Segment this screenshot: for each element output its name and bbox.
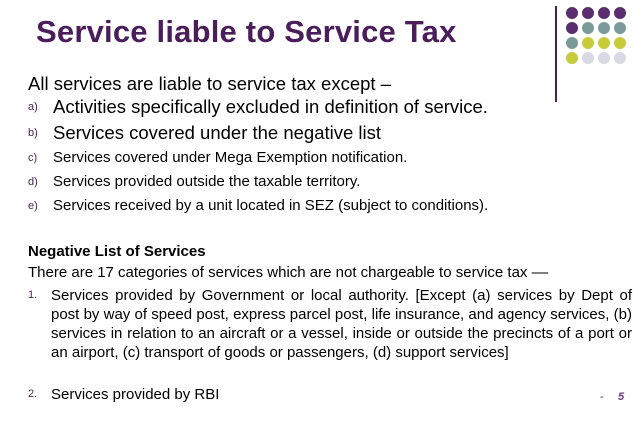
list-marker: 2. — [28, 388, 38, 400]
list-marker: d) — [28, 176, 38, 188]
negative-list-intro: There are 17 categories of services which are not chargeable to service tax –– — [28, 264, 549, 281]
list-marker: e) — [28, 200, 38, 212]
dot — [582, 22, 594, 34]
dot — [582, 52, 594, 64]
list-item-text: Services provided by RBI — [51, 386, 220, 403]
negative-list-heading: Negative List of Services — [28, 243, 206, 260]
dot — [614, 37, 626, 49]
dot — [614, 22, 626, 34]
list-marker: 1. — [28, 289, 38, 301]
list-marker: b) — [28, 127, 38, 139]
footer-dash: - — [600, 391, 604, 403]
title-divider-line — [555, 6, 557, 102]
dot — [582, 7, 594, 19]
intro-text: All services are liable to service tax except – — [28, 73, 391, 94]
dot — [614, 52, 626, 64]
dot — [566, 52, 578, 64]
dot — [582, 37, 594, 49]
page-number: 5 — [618, 391, 625, 403]
dot — [598, 7, 610, 19]
negative-list-item-1 — [28, 286, 632, 362]
list-item-text: Services provided outside the taxable territory. — [53, 173, 361, 190]
dot — [566, 37, 578, 49]
list-item-text: Services received by a unit located in SEZ (subject to conditions). — [53, 197, 489, 214]
dot — [566, 22, 578, 34]
negative-list-item-2 — [28, 385, 632, 404]
dot — [598, 22, 610, 34]
dot — [566, 7, 578, 19]
list-item-text: Activities specifically excluded in definition of service. — [53, 96, 488, 117]
decorative-dot-grid — [566, 7, 627, 64]
list-marker: a) — [28, 101, 38, 113]
dot — [598, 37, 610, 49]
list-item-text: Services provided by Government or local authority. [Except (a) services by Dept of post by way of speed post, express parcel post, life insurance, and agency services, (b) services in relation to an aircraft or a vessel, inside or outside the precincts of a port or an airport, (c) transport of goods or passengers, (d) support services] — [51, 287, 632, 361]
dot — [598, 52, 610, 64]
list-item-text: Services covered under Mega Exemption notification. — [53, 149, 408, 166]
list-item-text: Services covered under the negative list — [53, 122, 382, 143]
dot — [614, 7, 626, 19]
slide-title: Service liable to Service Tax — [36, 14, 457, 49]
list-marker: c) — [28, 152, 38, 164]
